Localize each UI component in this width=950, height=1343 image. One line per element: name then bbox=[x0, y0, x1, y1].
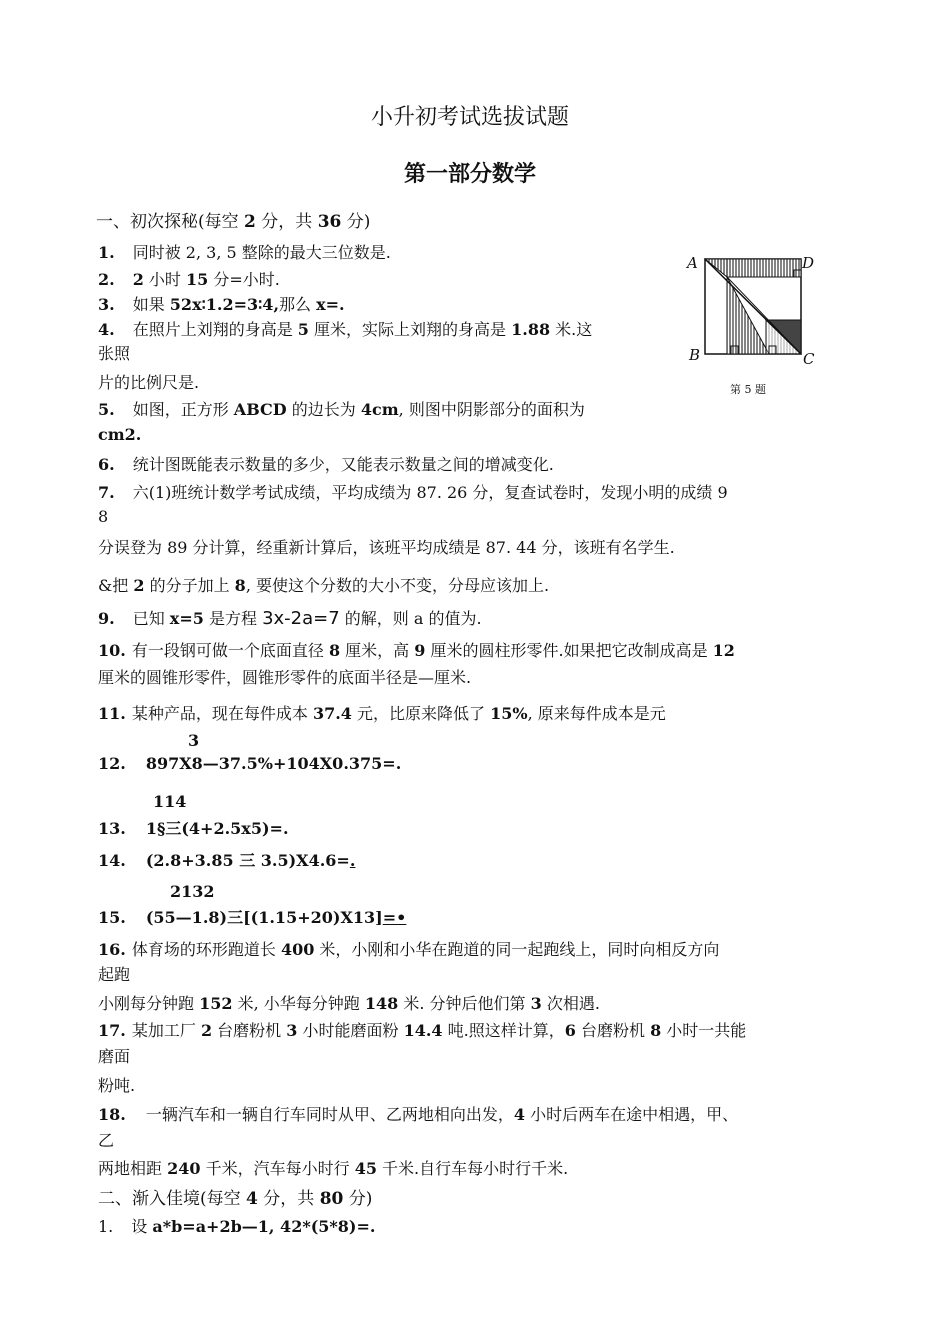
question-5-line2: cm2. bbox=[98, 425, 142, 444]
question-16-line2: 起跑 bbox=[98, 965, 131, 984]
question-5: 5. 如图，正方形 ABCD 的边长为 4cm, 则图中阴影部分的面积为 bbox=[98, 400, 585, 419]
question-16-line3: 小刚每分钟跑 152 米, 小华每分钟跑 148 米. 分钟后他们第 3 次相遇. bbox=[98, 994, 600, 1013]
question-15-superscript: 2132 bbox=[170, 882, 215, 901]
question-17: 17. 某加工厂 2 台磨粉机 3 小时能磨面粉 14.4 吨.照这样计算，6 台磨粉机 8 小时一共能 bbox=[98, 1021, 747, 1040]
page-subtitle: 第一部分数学 bbox=[403, 161, 536, 187]
question-7-line3: 分误登为 89 分计算，经重新计算后，该班平均成绩是 87. 44 分，该班有名学生. bbox=[98, 538, 675, 557]
figure-label-c: C bbox=[803, 350, 815, 368]
question-18-line3: 两地相距 240 千米，汽车每小时行 45 千米.自行车每小时行千米. bbox=[98, 1159, 569, 1178]
figure-label-a: A bbox=[687, 254, 698, 272]
question-7: 7. 六(1)班统计数学考试成绩，平均成绩为 87. 26 分，复查试卷时，发现小明的成绩 9 bbox=[98, 483, 728, 502]
section2-question-1: 1. 设 a*b=a+2b—1, 42*(5*8)=. bbox=[98, 1217, 376, 1236]
question-10: 10. 有一段钢可做一个底面直径 8 厘米，高 9 厘米的圆柱形零件.如果把它改制成高是 12 bbox=[98, 641, 735, 660]
question-4-line2: 张照 bbox=[98, 344, 131, 363]
question-16: 16. 体育场的环形跑道长 400 米，小刚和小华在跑道的同一起跑线上，同时向相反方向 bbox=[98, 940, 720, 959]
section1-heading: 一、初次探秘(每空 2 分，共 36 分) bbox=[96, 212, 371, 232]
question-4: 4. 在照片上刘翔的身高是 5 厘米，实际上刘翔的身高是 1.88 米.这 bbox=[98, 320, 593, 339]
question-8: &把 2 的分子加上 8, 要使这个分数的大小不变，分母应该加上. bbox=[98, 576, 550, 595]
figure-question-5 bbox=[684, 250, 824, 395]
question-17-line2: 磨面 bbox=[98, 1047, 131, 1066]
question-14: 14. (2.8+3.85 三 3.5)X4.6=. bbox=[98, 851, 356, 870]
question-13: 13. 1§三(4+2.5x5)=. bbox=[98, 819, 289, 838]
question-11: 11. 某种产品，现在每件成本 37.4 元，比原来降低了 15%, 原来每件成本是元 bbox=[98, 704, 666, 723]
figure-label-b: B bbox=[689, 346, 701, 364]
question-2: 2. 2 小时 15 分=小时. bbox=[98, 270, 280, 289]
section2-heading: 二、渐入佳境(每空 4 分，共 80 分) bbox=[98, 1189, 373, 1209]
figure-caption: 第 5 题 bbox=[730, 383, 766, 395]
question-4-line3: 片的比例尺是. bbox=[98, 373, 200, 392]
question-12: 12. 897X8—37.5%+104X0.375=. bbox=[98, 754, 402, 773]
question-1: 1. 同时被 2, 3, 5 整除的最大三位数是. bbox=[98, 243, 391, 262]
question-13-superscript: 114 bbox=[153, 792, 187, 811]
question-7-line2: 8 bbox=[98, 507, 109, 526]
question-6: 6. 统计图既能表示数量的多少，又能表示数量之间的增减变化. bbox=[98, 455, 554, 474]
question-15: 15. (55—1.8)三[(1.15+20)X13]=• bbox=[98, 908, 407, 927]
question-3: 3. 如果 52x∶1.2=3∶4,那么 x=. bbox=[98, 295, 345, 314]
page-title: 小升初考试选拔试题 bbox=[370, 105, 569, 130]
question-18: 18. 一辆汽车和一辆自行车同时从甲、乙两地相向出发，4 小时后两车在途中相遇，甲、 bbox=[98, 1105, 739, 1124]
question-18-line2: 乙 bbox=[98, 1131, 115, 1150]
figure-label-d: D bbox=[802, 254, 815, 272]
question-10-line2: 厘米的圆锥形零件，圆锥形零件的底面半径是—厘米. bbox=[98, 668, 472, 687]
question-17-line3: 粉吨. bbox=[98, 1076, 136, 1095]
question-9: 9. 已知 x=5 是方程 3x-2a=7 的解，则 a 的值为. bbox=[98, 608, 482, 629]
question-12-superscript: 3 bbox=[188, 731, 200, 750]
